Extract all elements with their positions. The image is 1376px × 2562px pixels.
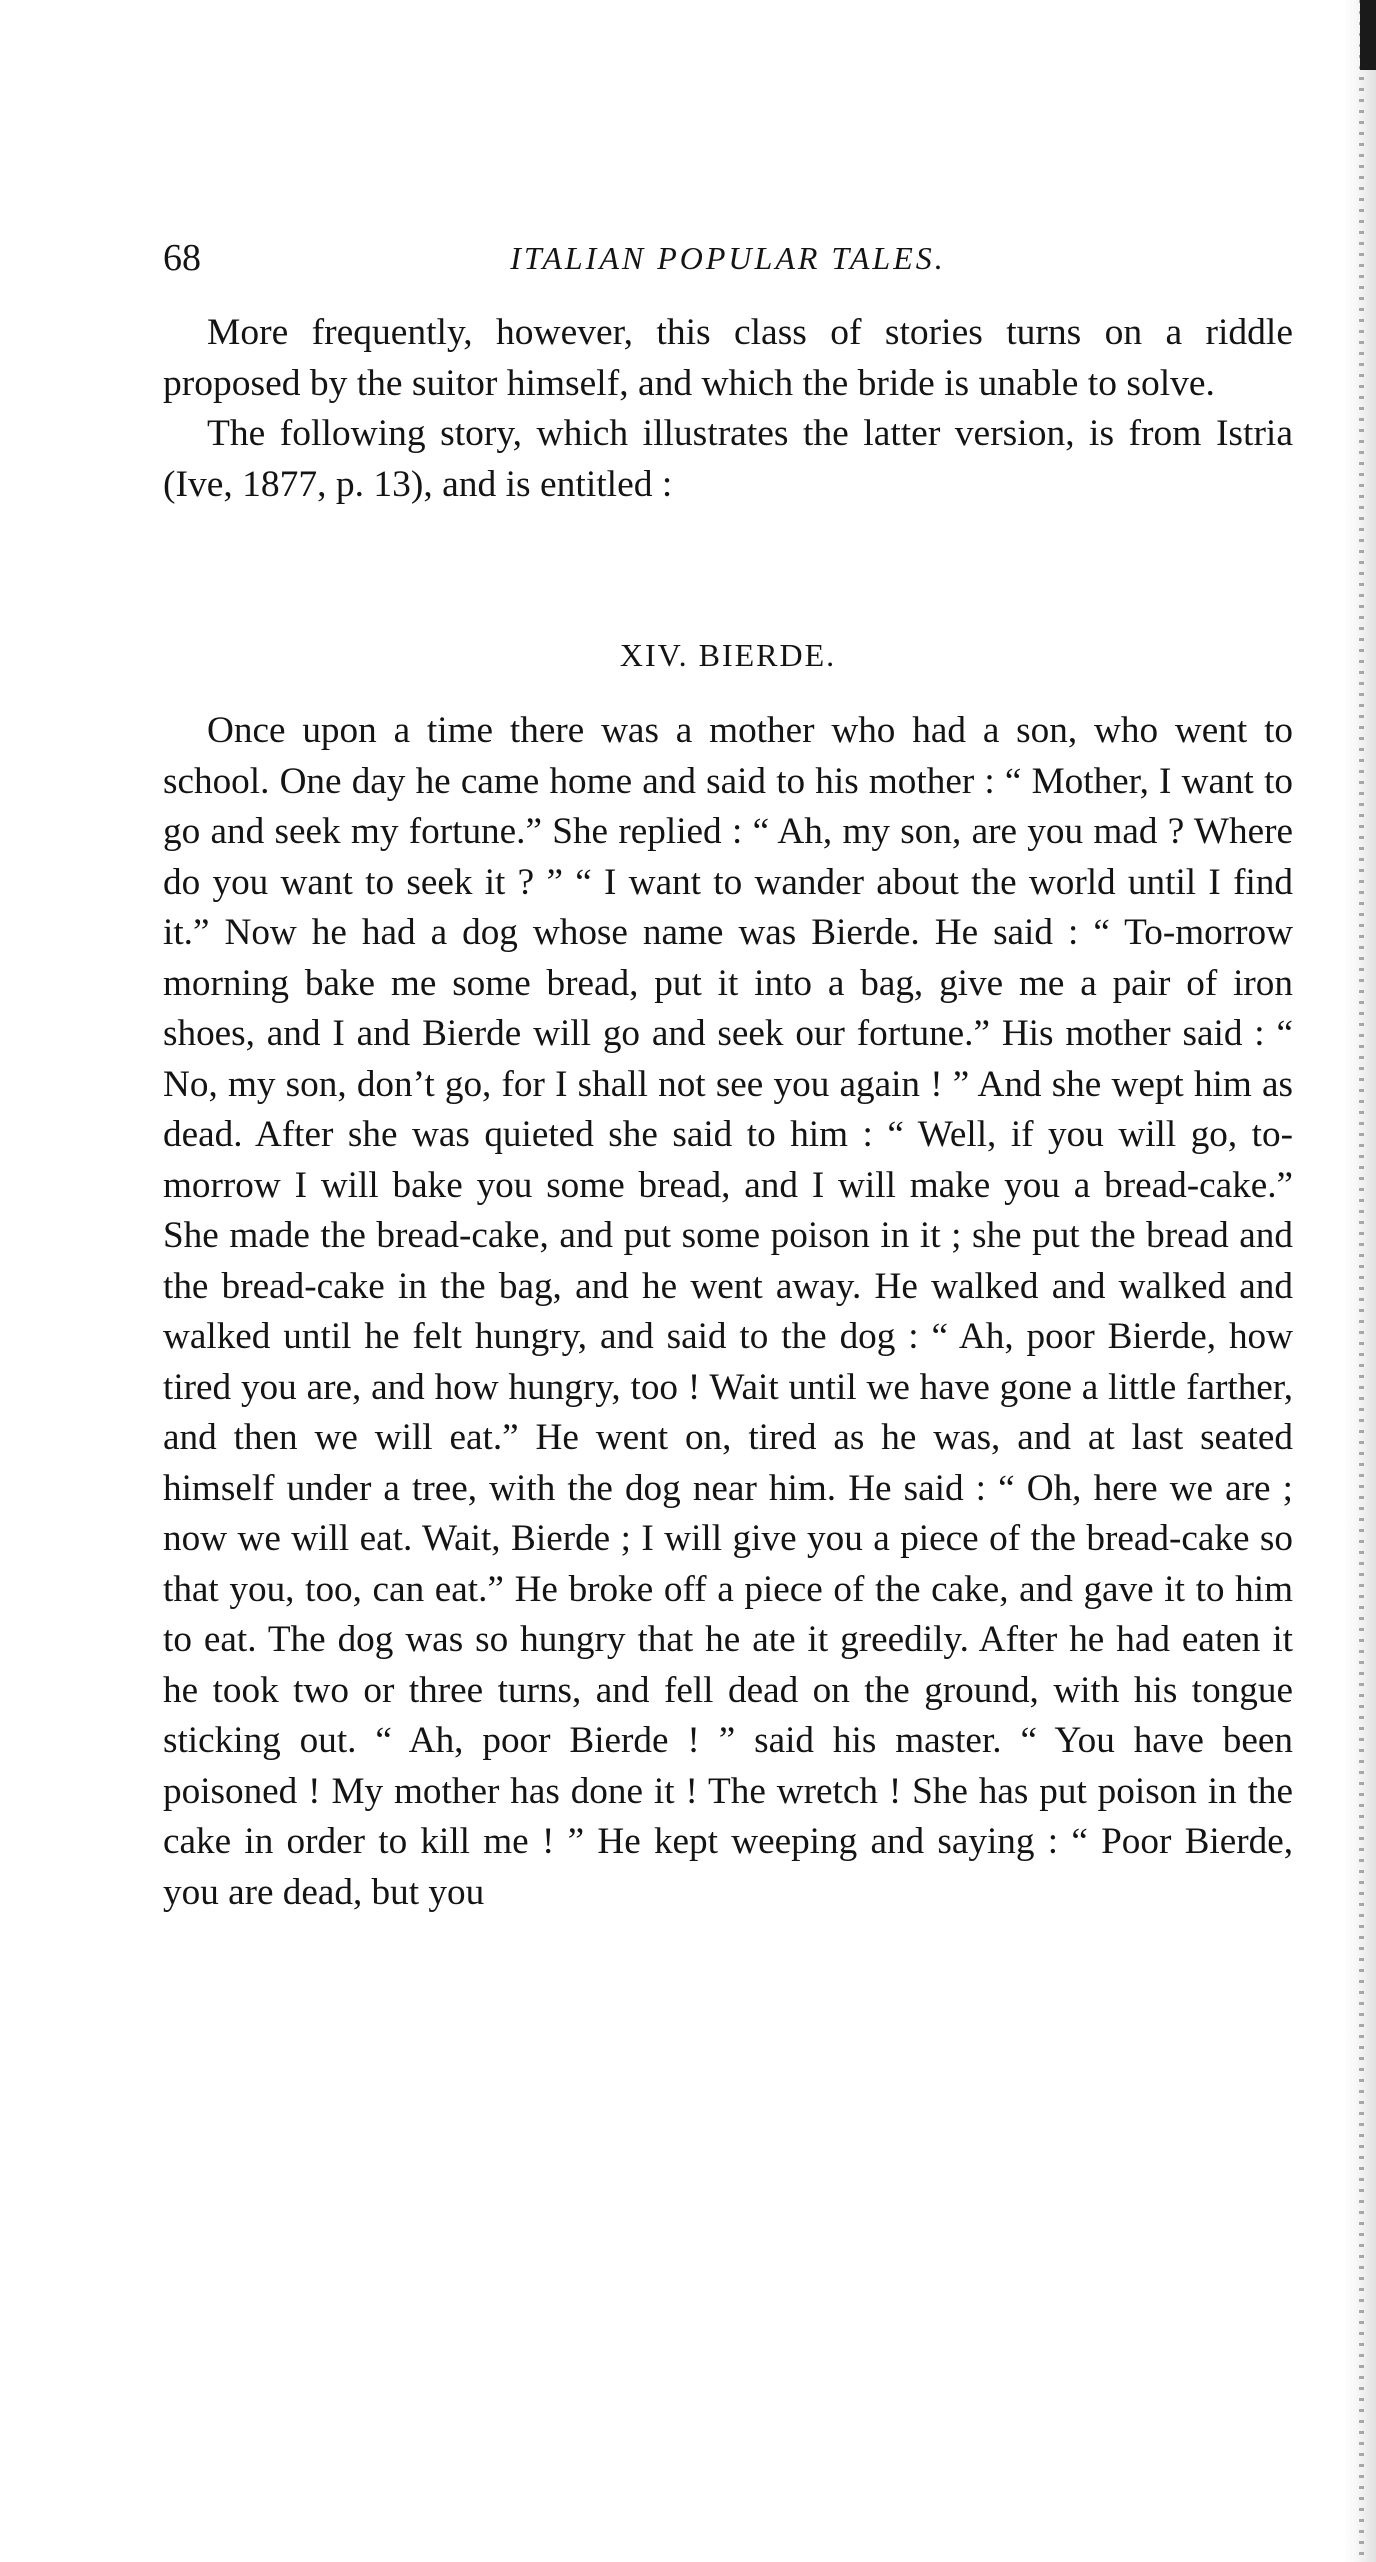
page-corner-mark: [1360, 0, 1376, 70]
page-header: [163, 236, 1293, 284]
intro-paragraph: The following story, which illustrates the latter version, is from Istria (Ive, 1877, p. 13), and is entitled :: [163, 413, 1293, 505]
story-text: [163, 706, 1293, 1918]
intro-text: [163, 308, 1293, 510]
story-title: XIV. BIERDE.: [619, 637, 837, 673]
story-paragraph: Once upon a time there was a mother who had a son, who went to school. One day he came home and said to his mother : “ Mother, I want to go and seek my fortune.” She replied : “ Ah, my son, are you mad ? Where do you want to seek it ? ” “ I want to wander about the world until I find it.” Now he had a dog whose name was Bierde. He said : “ To-morrow morning bake me some bread, put it into a bag, give me a pair of iron shoes, and I and Bierde will go and seek our fortune.” His mother said : “ No, my son, don’t go, for I shall not see you again ! ” And she wept him as dead. After she was quieted she said to him : “ Well, if you will go, to-morrow I will bake you some bread, and I will make you a bread-cake.” She made the bread-cake, and put some poison in it ; she put the bread and the bread-cake in the bag, and he went away. He walked and walked and walked until he felt hungry, and said to the dog : “ Ah, poor Bierde, how tired you are, and how hungry, too ! Wait until we have gone a little farther, and then we will eat.” He went on, tired as he was, and at last seated himself under a tree, with the dog near him. He said : “ Oh, here we are ; now we will eat. Wait, Bierde ; I will give you a piece of the bread-cake so that you, too, can eat.” He broke off a piece of the cake, and gave it to him to eat. The dog was so hungry that he ate it greedily. After he had eaten it he took two or three turns, and fell dead on the ground, with his tongue sticking out. “ Ah, poor Bierde ! ” said his master. “ You have been poisoned ! My mother has done it ! The wretch ! She has put poison in the cake in order to kill me ! ” He kept weeping and saying : “ Poor Bierde, you are dead, but you: [163, 710, 1293, 1913]
page-edge-binding: [1359, 0, 1364, 2562]
page-number: 68: [163, 237, 201, 279]
running-title: ITALIAN POPULAR TALES.: [510, 240, 946, 276]
intro-paragraph: More frequently, however, this class of stories turns on a riddle proposed by the suitor himself, and which the bride is unable to solve.: [163, 312, 1293, 404]
